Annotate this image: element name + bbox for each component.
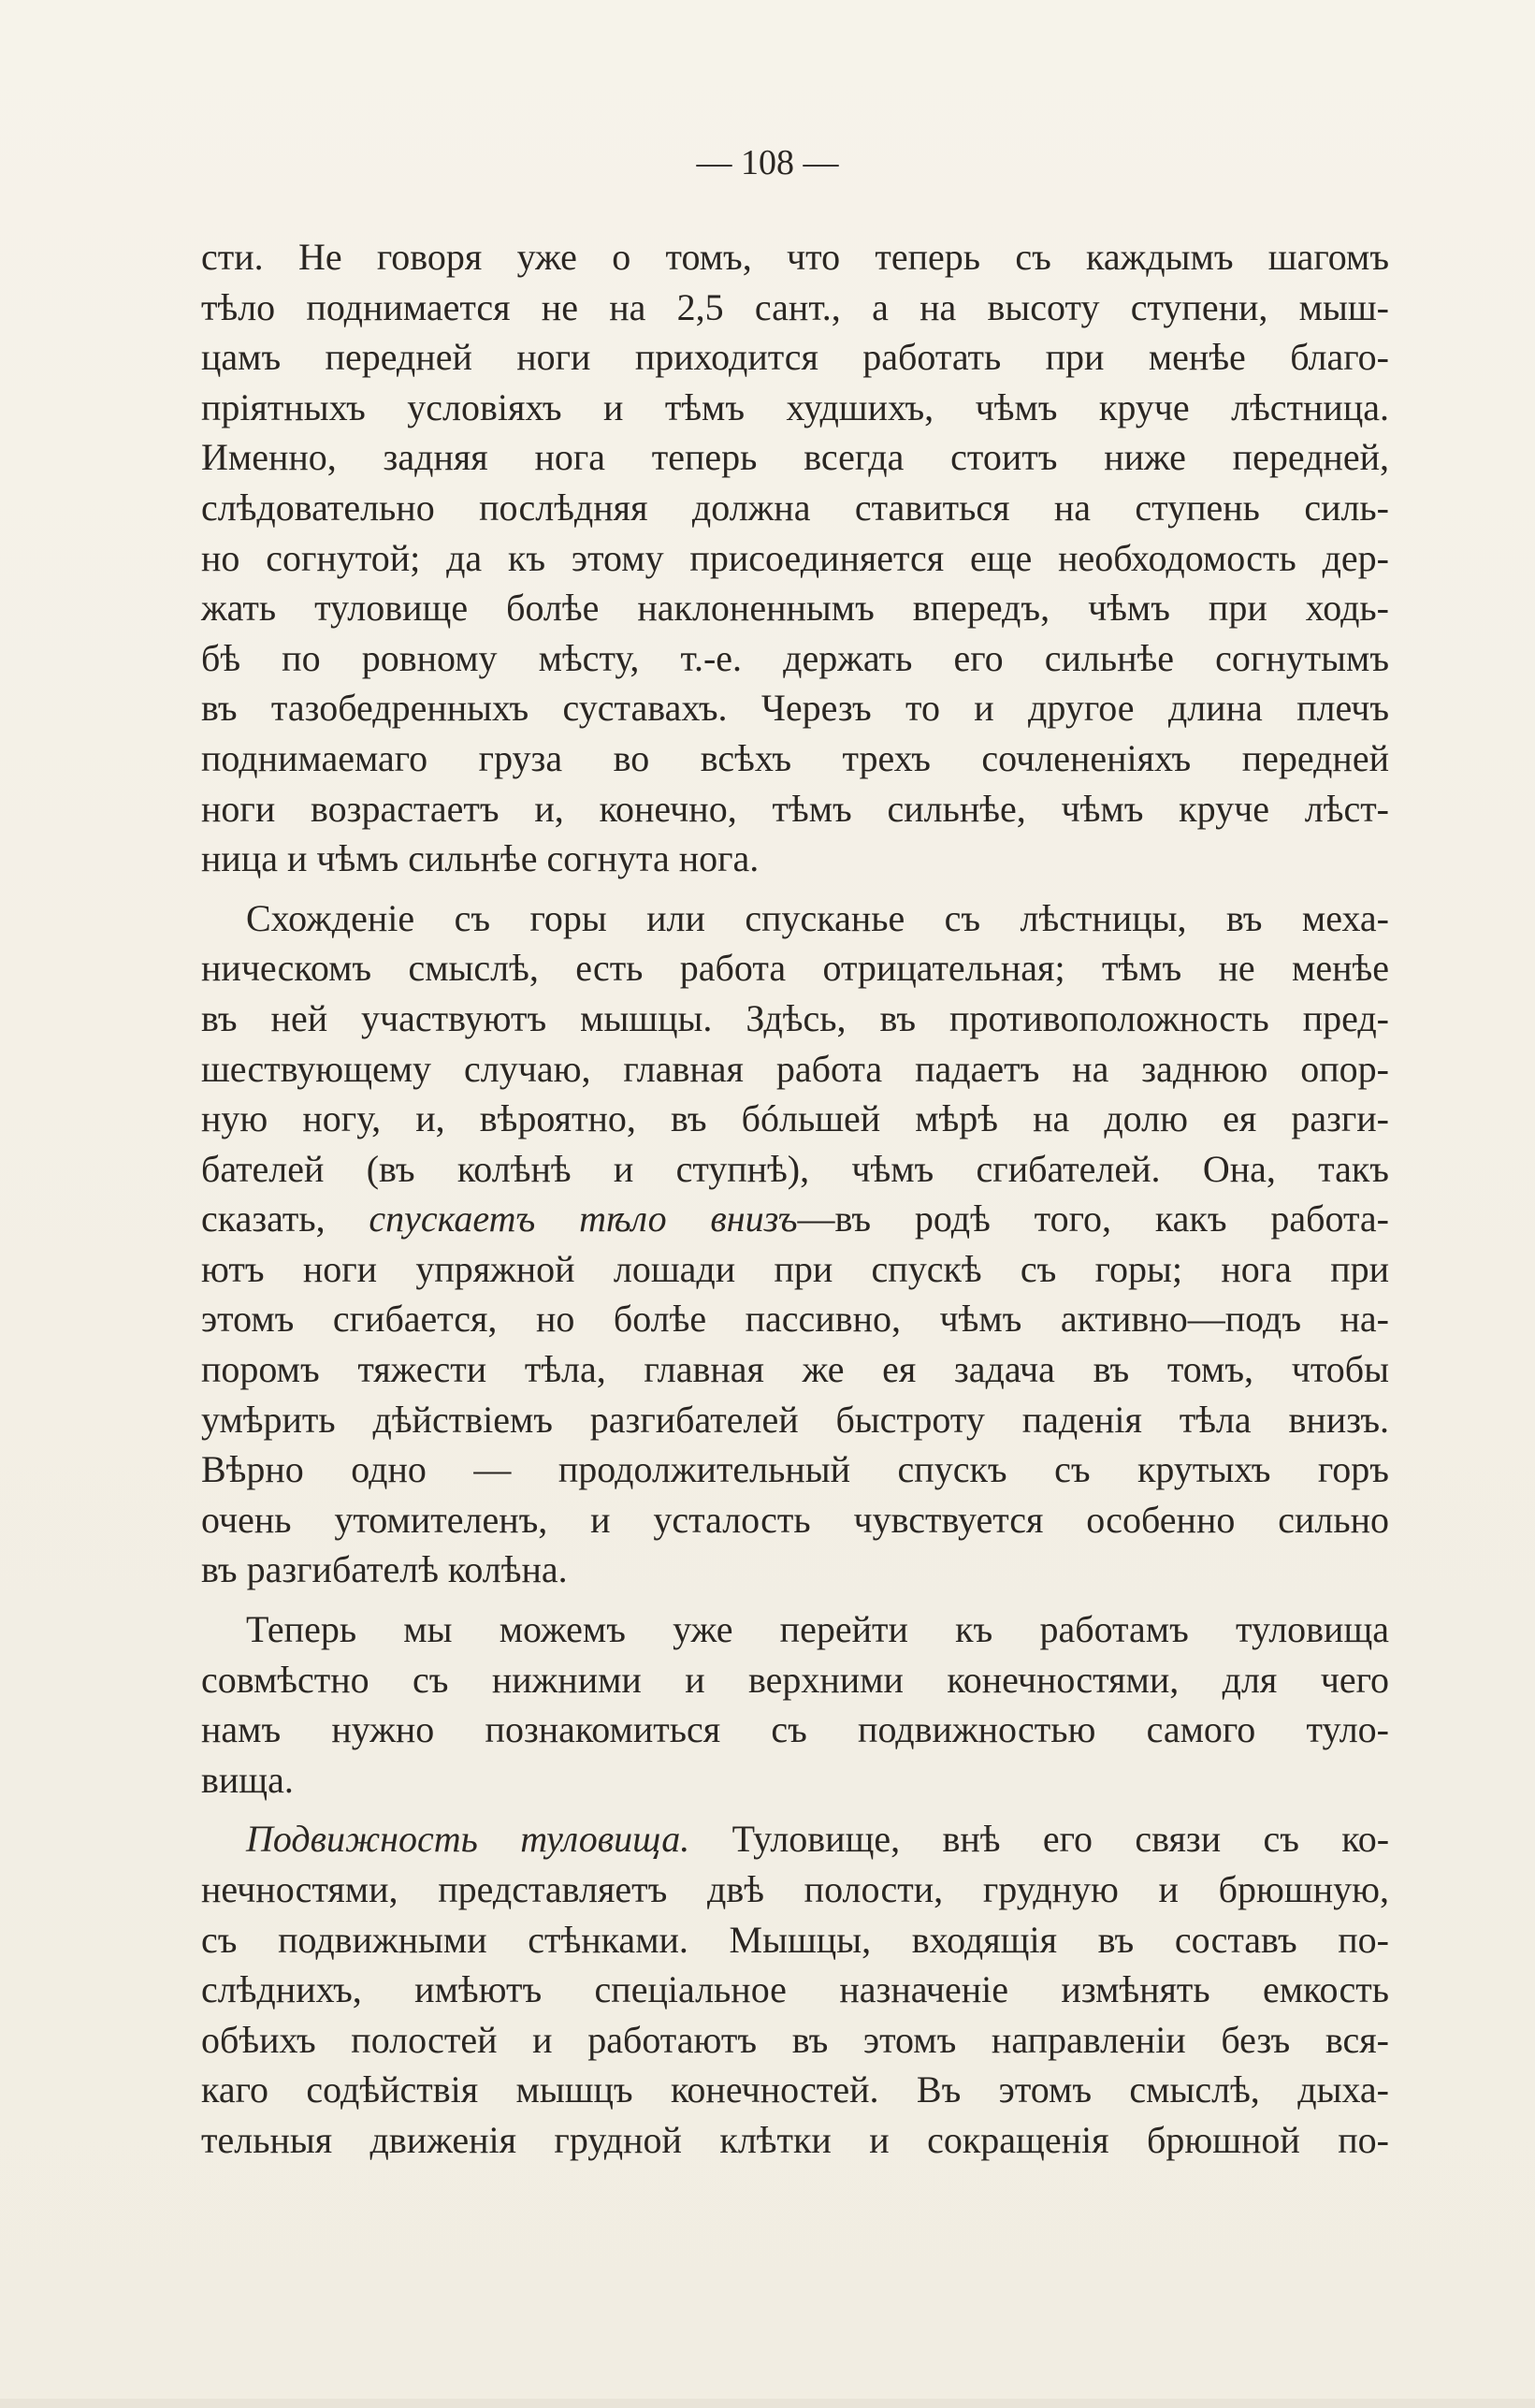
- text-line: Именно, задняя нога теперь всегда стоитъ ниже передней,: [201, 436, 1389, 479]
- text-run: —въ родѣ того, какъ работа-: [797, 1197, 1389, 1240]
- paragraph: [201, 232, 1389, 884]
- text-line: сти. Не говоря уже о томъ, что теперь съ каждымъ шагомъ: [201, 236, 1389, 278]
- italic-section-heading: Подвижность туловища.: [246, 1818, 690, 1861]
- text-line: умѣрить дѣйствіемъ разгибателей быстроту паденія тѣла внизъ.: [201, 1398, 1389, 1441]
- italic-emphasis: спускаетъ тѣло внизъ: [369, 1197, 798, 1240]
- text-line: въ ней участвуютъ мышцы. Здѣсь, въ противоположность пред-: [201, 996, 1389, 1039]
- text-line: ница и чѣмъ сильнѣе согнута нога.: [201, 837, 760, 880]
- text-line: нечностями, представляетъ двѣ полости, грудную и брюшную,: [201, 1868, 1389, 1910]
- text-line: поромъ тяжести тѣла, главная же ея задача въ томъ, чтобы: [201, 1348, 1389, 1391]
- paragraph: [201, 1604, 1389, 1805]
- paragraph: [201, 893, 1389, 1595]
- text-line: вища.: [201, 1758, 294, 1801]
- text-line: слѣдовательно послѣдняя должна ставиться на ступень силь-: [201, 486, 1389, 529]
- text-line: въ тазобедренныхъ суставахъ. Черезъ то и другое длина плечъ: [201, 687, 1389, 730]
- text-line: тельныя движенія грудной клѣтки и сокращенія брюшной по-: [201, 2118, 1389, 2161]
- text-line: Теперь мы можемъ уже перейти къ работамъ туловища: [246, 1608, 1389, 1651]
- text-line: обѣихъ полостей и работаютъ въ этомъ направленіи безъ вся-: [201, 2018, 1389, 2061]
- text-line: въ разгибателѣ колѣна.: [201, 1548, 568, 1591]
- text-line: каго содѣйствія мышцъ конечностей. Въ этомъ смыслѣ, дыха-: [201, 2068, 1389, 2111]
- text-line: ную ногу, и, вѣроятно, въ бóльшей мѣрѣ на долю ея разги-: [201, 1097, 1389, 1140]
- page-edge: [0, 2399, 1535, 2408]
- text-line: съ подвижными стѣнками. Мышцы, входящія въ составъ по-: [201, 1918, 1389, 1961]
- text-run: сказать,: [201, 1197, 369, 1240]
- text-run: Туловище, внѣ его связи съ ко-: [689, 1818, 1390, 1861]
- text-line: пріятныхъ условіяхъ и тѣмъ худшихъ, чѣмъ круче лѣстница.: [201, 385, 1389, 428]
- text-line: ютъ ноги упряжной лошади при спускѣ съ горы; нога при: [201, 1247, 1389, 1290]
- text-line: Вѣрно одно — продолжительный спускъ съ крутыхъ горъ: [201, 1448, 1389, 1491]
- text-line: шествующему случаю, главная работа падаетъ на заднюю опор-: [201, 1047, 1389, 1090]
- text-line: очень утомителенъ, и усталость чувствуется особенно сильно: [201, 1498, 1389, 1541]
- text-line: бѣ по ровному мѣсту, т.-е. держать его сильнѣе согнутымъ: [201, 636, 1389, 679]
- text-line: ническомъ смыслѣ, есть работа отрицательная; тѣмъ не менѣе: [201, 947, 1389, 990]
- text-line-with-italic: [201, 1194, 1389, 1244]
- text-line: ноги возрастаетъ и, конечно, тѣмъ сильнѣе, чѣмъ круче лѣст-: [201, 787, 1389, 830]
- paragraph: [201, 1814, 1389, 2165]
- text-line: тѣло поднимается не на 2,5 сант., а на высоту ступени, мыш-: [201, 285, 1389, 328]
- text-line: цамъ передней ноги приходится работать при менѣе благо-: [201, 336, 1389, 379]
- text-line-with-italic: [201, 1814, 1389, 1864]
- text-line: слѣднихъ, имѣютъ спеціальное назначеніе измѣнять емкость: [201, 1968, 1389, 2011]
- body-text: [201, 232, 1389, 2166]
- text-line: бателей (въ колѣнѣ и ступнѣ), чѣмъ сгибателей. Она, такъ: [201, 1147, 1389, 1190]
- page-number: — 108 —: [696, 143, 839, 182]
- text-line: намъ нужно познакомиться съ подвижностью самого туло-: [201, 1708, 1389, 1751]
- text-line: этомъ сгибается, но болѣе пассивно, чѣмъ активно—подъ на-: [201, 1298, 1389, 1341]
- text-line: Схожденіе съ горы или спусканье съ лѣстницы, въ меха-: [246, 896, 1389, 939]
- text-line: совмѣстно съ нижними и верхними конечностями, для чего: [201, 1658, 1389, 1701]
- text-line: жать туловище болѣе наклоненнымъ впередъ, чѣмъ при ходь-: [201, 587, 1389, 630]
- text-line: но согнутой; да къ этому присоединяется еще необходомость дер-: [201, 536, 1389, 579]
- text-line: поднимаемаго груза во всѣхъ трехъ сочлененіяхъ передней: [201, 736, 1389, 779]
